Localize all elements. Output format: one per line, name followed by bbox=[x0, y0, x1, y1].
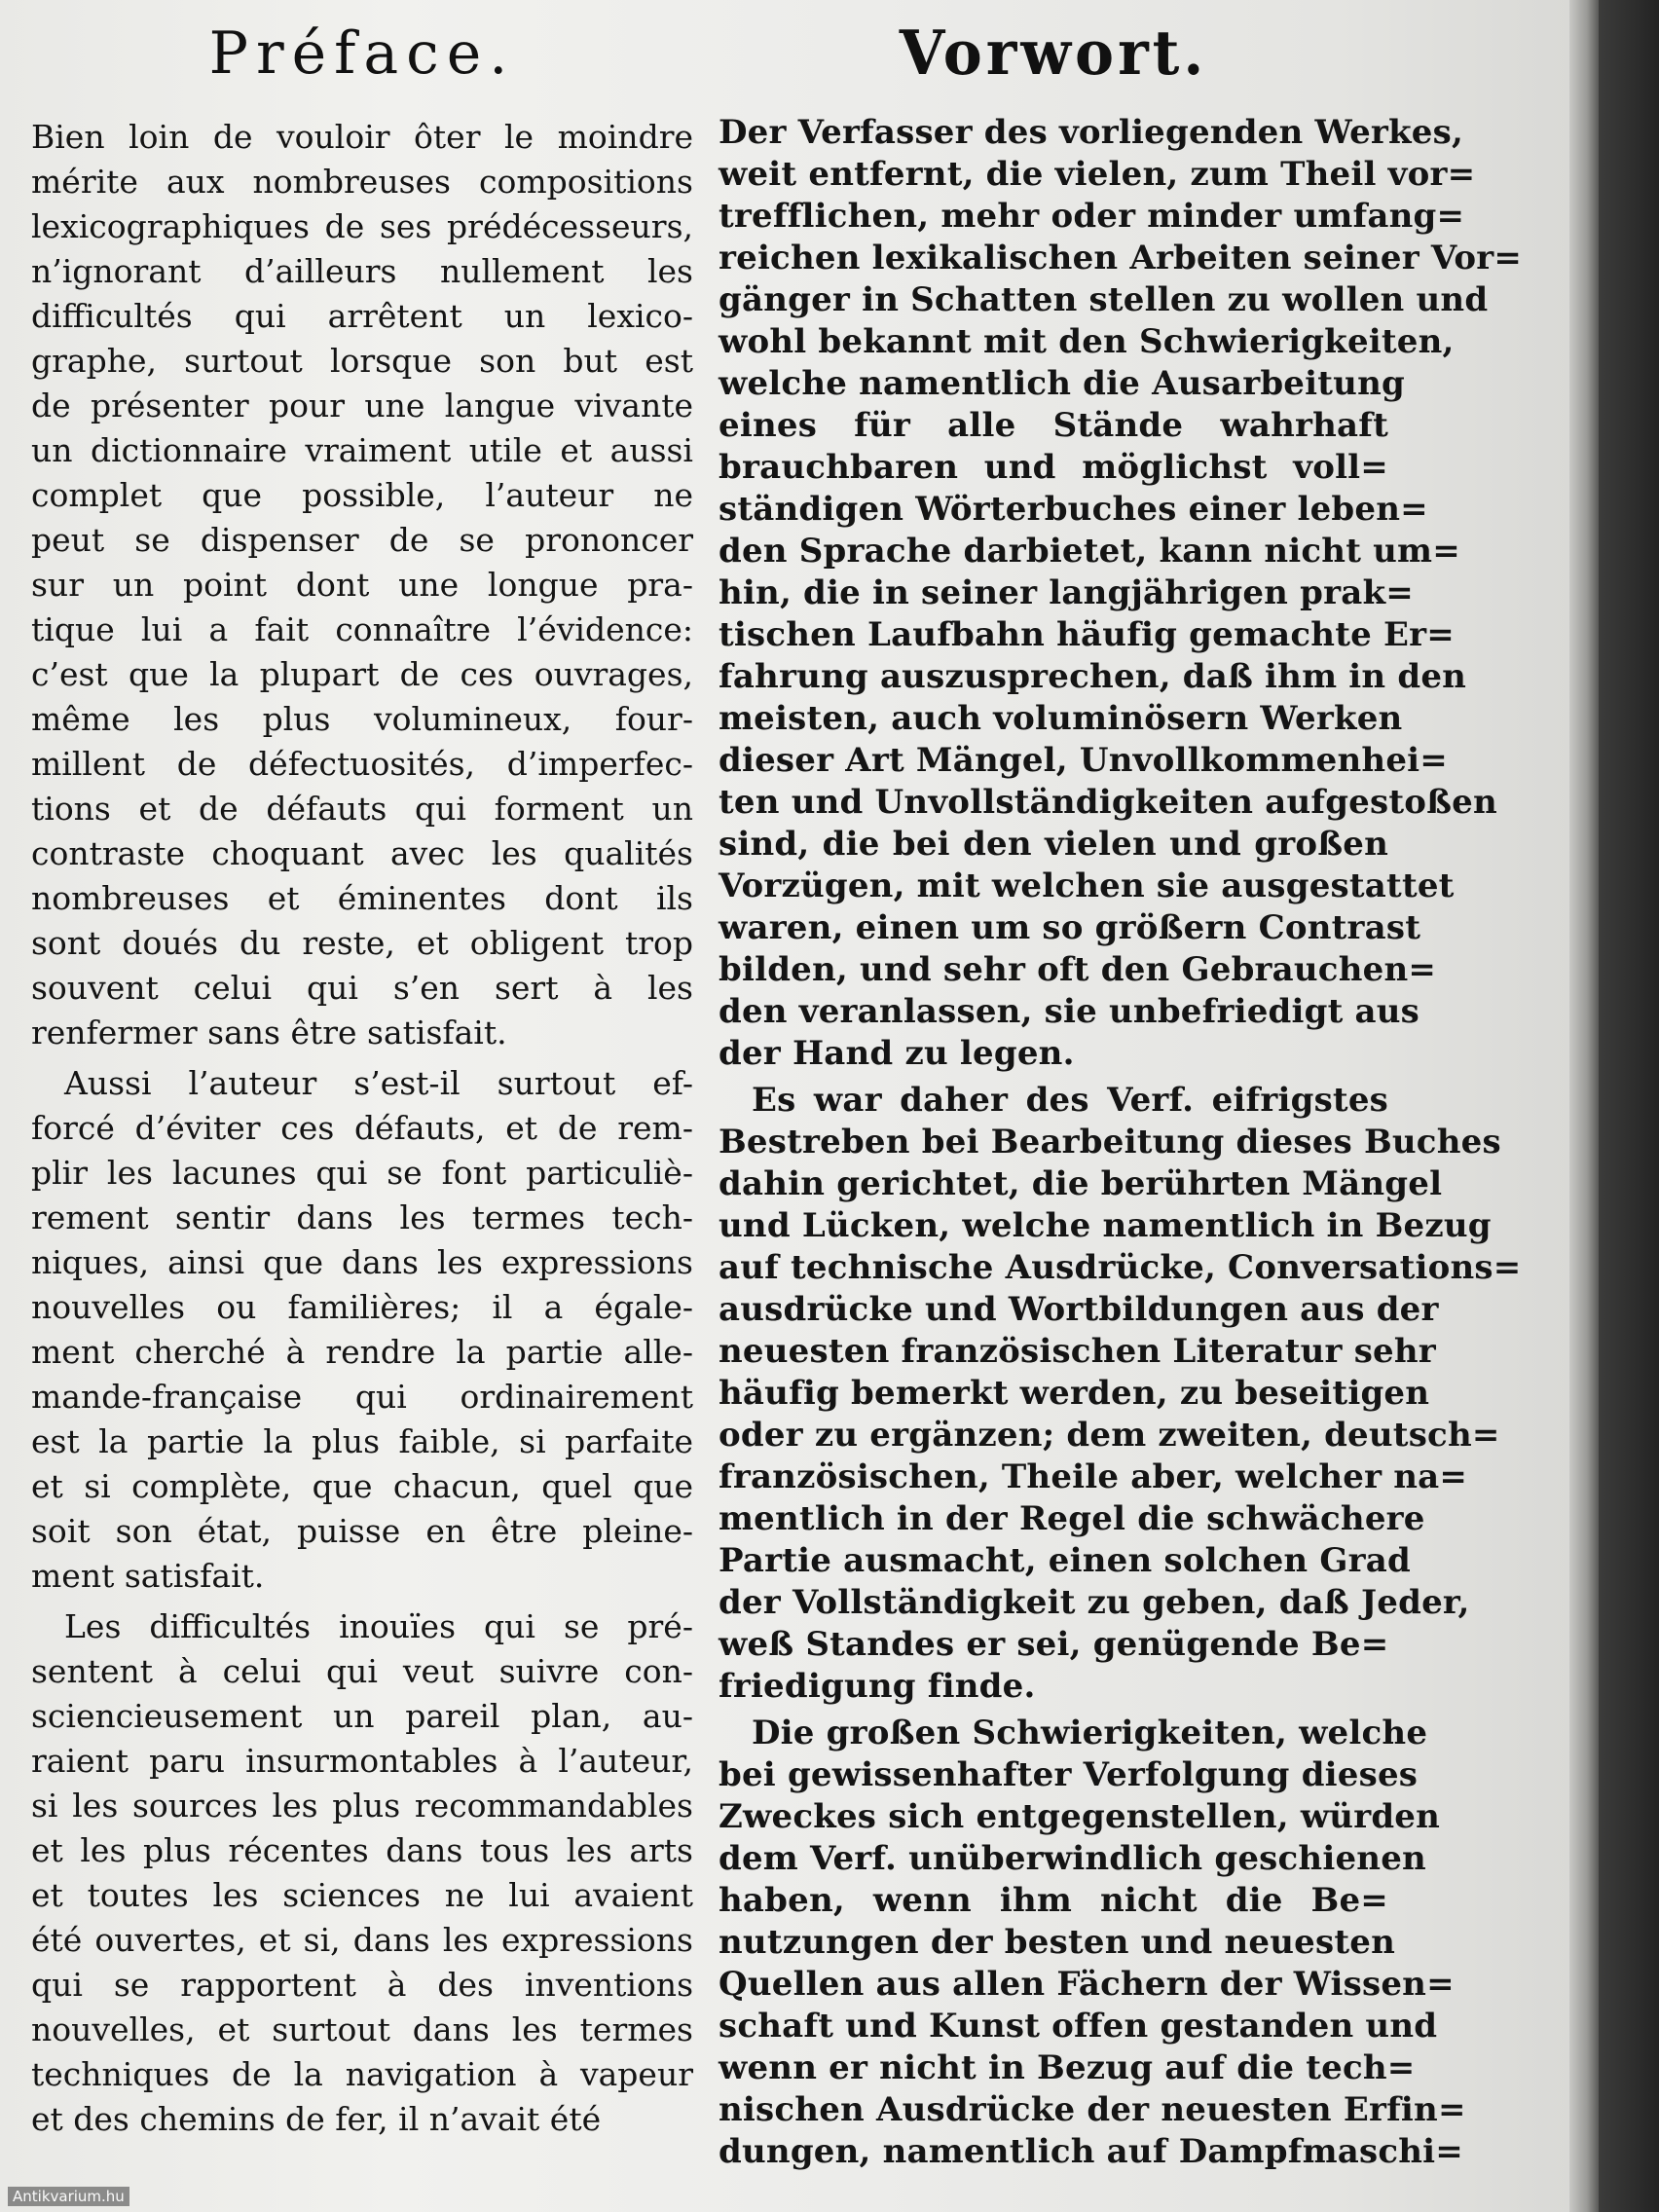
french-text-line: nouvelles, et surtout dans les termes bbox=[31, 2010, 693, 2048]
german-text-line: weß Standes er sei, genügende Be= bbox=[719, 1625, 1389, 1664]
german-text-line: nischen Ausdrücke der neuesten Erfin= bbox=[719, 2090, 1466, 2129]
french-text-line: nouvelles ou familières; il a égale- bbox=[31, 1288, 693, 1326]
french-text-line: tions et de défauts qui forment un bbox=[31, 790, 693, 828]
french-text-line: sont doués du reste, et obligent trop bbox=[31, 924, 693, 962]
german-text-line: waren, einen um so größern Contrast bbox=[719, 908, 1421, 947]
german-text-line: auf technische Ausdrücke, Conversations= bbox=[719, 1248, 1522, 1287]
german-text-line: ausdrücke und Wortbildungen aus der bbox=[719, 1290, 1439, 1329]
german-text-line: fahrung auszusprechen, daß ihm in den bbox=[719, 657, 1467, 696]
german-text-line: Quellen aus allen Fächern der Wissen= bbox=[719, 1965, 1455, 2004]
german-text-line: Bestreben bei Bearbeitung dieses Buches bbox=[719, 1123, 1501, 1161]
german-text-line: neuesten französischen Literatur sehr bbox=[719, 1332, 1436, 1371]
german-text-line: wenn er nicht in Bezug auf die tech= bbox=[719, 2048, 1416, 2087]
french-text-line: millent de défectuosités, d’imperfec- bbox=[31, 745, 693, 783]
french-text-line: lexicographiques de ses prédécesseurs, bbox=[31, 207, 693, 245]
german-text-line: welche namentlich die Ausarbeitung bbox=[719, 364, 1405, 403]
german-text-line: meisten, auch voluminösern Werken bbox=[719, 699, 1403, 738]
german-text-line: dem Verf. unüberwindlich geschienen bbox=[719, 1839, 1426, 1878]
german-title: Vorwort. bbox=[899, 18, 1208, 90]
background-shadow bbox=[1599, 0, 1659, 2212]
french-text-line: nombreuses et éminentes dont ils bbox=[31, 879, 693, 917]
french-text-line: ment satisfait. bbox=[31, 1557, 265, 1595]
german-text-line: bilden, und sehr oft den Gebrauchen= bbox=[719, 950, 1437, 989]
german-text-line: der Vollständigkeit zu geben, daß Jeder, bbox=[719, 1583, 1470, 1622]
german-text-line: brauchbaren und möglichst voll= bbox=[719, 448, 1388, 487]
french-text-line: si les sources les plus recommandables bbox=[31, 1787, 693, 1825]
french-text-line: même les plus volumineux, four- bbox=[31, 700, 693, 738]
french-text-line: Aussi l’auteur s’est-il surtout ef- bbox=[64, 1064, 693, 1102]
german-text-line: eines für alle Stände wahrhaft bbox=[719, 406, 1388, 445]
french-text-line: de présenter pour une langue vivante bbox=[31, 387, 693, 424]
german-text-line: Partie ausmacht, einen solchen Grad bbox=[719, 1541, 1411, 1580]
german-text-line: schaft und Kunst offen gestanden und bbox=[719, 2007, 1438, 2046]
french-text-line: peut se dispenser de se prononcer bbox=[31, 521, 693, 559]
german-text-line: den veranlassen, sie unbefriedigt aus bbox=[719, 992, 1420, 1031]
german-text-line: friedigung finde. bbox=[719, 1667, 1036, 1706]
french-text-line: ment cherché à rendre la partie alle- bbox=[31, 1333, 693, 1371]
french-text-line: et toutes les sciences ne lui avaient bbox=[31, 1876, 693, 1914]
french-text-line: est la partie la plus faible, si parfaite bbox=[31, 1422, 693, 1460]
french-title: Préface. bbox=[208, 19, 516, 88]
german-text-line: tischen Laufbahn häufig gemachte Er= bbox=[719, 615, 1455, 654]
german-text-line: wohl bekannt mit den Schwierigkeiten, bbox=[719, 322, 1455, 361]
french-text-line: raient paru insurmontables à l’auteur, bbox=[31, 1742, 693, 1780]
german-text-line: nutzungen der besten und neuesten bbox=[719, 1923, 1396, 1962]
german-text-line: dungen, namentlich auf Dampfmaschi= bbox=[719, 2132, 1463, 2171]
german-text-line: ständigen Wörterbuches einer leben= bbox=[719, 490, 1428, 529]
german-text-line: den Sprache darbietet, kann nicht um= bbox=[719, 532, 1460, 571]
french-text-line: contraste choquant avec les qualités bbox=[31, 834, 693, 872]
french-text-line: et si complète, que chacun, quel que bbox=[31, 1467, 693, 1505]
french-text-line: niques, ainsi que dans les expressions bbox=[31, 1243, 693, 1281]
page-edge bbox=[1569, 0, 1599, 2212]
german-text-line: und Lücken, welche namentlich in Bezug bbox=[719, 1206, 1492, 1245]
german-text-line: dieser Art Mängel, Unvollkommenhei= bbox=[719, 741, 1448, 780]
german-text-line: Die großen Schwierigkeiten, welche bbox=[752, 1714, 1428, 1752]
french-text-line: mande-française qui ordinairement bbox=[31, 1378, 693, 1416]
french-text-line: difficultés qui arrêtent un lexico- bbox=[31, 297, 693, 335]
german-text-line: weit entfernt, die vielen, zum Theil vor= bbox=[719, 155, 1476, 194]
french-text-line: n’ignorant d’ailleurs nullement les bbox=[31, 252, 693, 290]
german-text-line: Es war daher des Verf. eifrigstes bbox=[752, 1081, 1388, 1120]
german-text-line: häufig bemerkt werden, zu beseitigen bbox=[719, 1374, 1430, 1413]
french-text-line: tique lui a fait connaître l’évidence: bbox=[31, 610, 693, 648]
french-text-line: complet que possible, l’auteur ne bbox=[31, 476, 693, 514]
french-text-line: qui se rapportent à des inventions bbox=[31, 1966, 693, 2004]
french-text-line: soit son état, puisse en être pleine- bbox=[31, 1512, 693, 1550]
german-text-line: sind, die bei den vielen und großen bbox=[719, 825, 1388, 864]
german-text-line: der Hand zu legen. bbox=[719, 1034, 1075, 1073]
german-text-line: trefflichen, mehr oder minder umfang= bbox=[719, 197, 1465, 236]
german-text-line: oder zu ergänzen; dem zweiten, deutsch= bbox=[719, 1416, 1500, 1455]
german-text-line: mentlich in der Regel die schwächere bbox=[719, 1499, 1425, 1538]
watermark: Antikvarium.hu bbox=[8, 2187, 129, 2206]
french-text-line: été ouvertes, et si, dans les expressions bbox=[31, 1921, 693, 1959]
german-text-line: Vorzügen, mit welchen sie ausgestattet bbox=[719, 866, 1455, 905]
french-text-line: sur un point dont une longue pra- bbox=[31, 566, 693, 604]
french-text-line: forcé d’éviter ces défauts, et de rem- bbox=[31, 1109, 693, 1147]
french-text-line: rement sentir dans les termes tech- bbox=[31, 1198, 693, 1236]
german-text-line: gänger in Schatten stellen zu wollen und bbox=[719, 280, 1489, 319]
german-text-line: dahin gerichtet, die berührten Mängel bbox=[719, 1164, 1443, 1203]
german-text-line: Der Verfasser des vorliegenden Werkes, bbox=[719, 113, 1463, 152]
german-text-line: hin, die in seiner langjährigen prak= bbox=[719, 573, 1414, 612]
french-text-line: techniques de la navigation à vapeur bbox=[31, 2055, 693, 2093]
french-text-line: un dictionnaire vraiment utile et aussi bbox=[31, 431, 693, 469]
german-text-line: ten und Unvollständigkeiten aufgestoßen bbox=[719, 783, 1497, 822]
german-text-line: Zweckes sich entgegenstellen, würden bbox=[719, 1797, 1441, 1836]
french-text-line: Les difficultés inouïes qui se pré- bbox=[64, 1607, 693, 1645]
french-text-line: c’est que la plupart de ces ouvrages, bbox=[31, 655, 693, 693]
french-text-line: Bien loin de vouloir ôter le moindre bbox=[31, 118, 693, 156]
french-text-line: mérite aux nombreuses compositions bbox=[31, 163, 693, 201]
french-text-line: sentent à celui qui veut suivre con- bbox=[31, 1652, 693, 1690]
german-text-line: reichen lexikalischen Arbeiten seiner Vor= bbox=[719, 239, 1523, 277]
french-text-line: renfermer sans être satisfait. bbox=[31, 1014, 507, 1051]
german-text-line: bei gewissenhafter Verfolgung dieses bbox=[719, 1755, 1419, 1794]
french-text-line: plir les lacunes qui se font particuliè- bbox=[31, 1154, 693, 1192]
french-text-line: graphe, surtout lorsque son but est bbox=[31, 342, 693, 380]
german-text-line: französischen, Theile aber, welcher na= bbox=[719, 1457, 1468, 1496]
german-text-line: haben, wenn ihm nicht die Be= bbox=[719, 1881, 1388, 1920]
french-text-line: et des chemins de fer, il n’avait été bbox=[31, 2100, 602, 2138]
french-text-line: sciencieusement un pareil plan, au- bbox=[31, 1697, 693, 1735]
french-text-line: et les plus récentes dans tous les arts bbox=[31, 1831, 693, 1869]
french-text-line: souvent celui qui s’en sert à les bbox=[31, 969, 693, 1007]
